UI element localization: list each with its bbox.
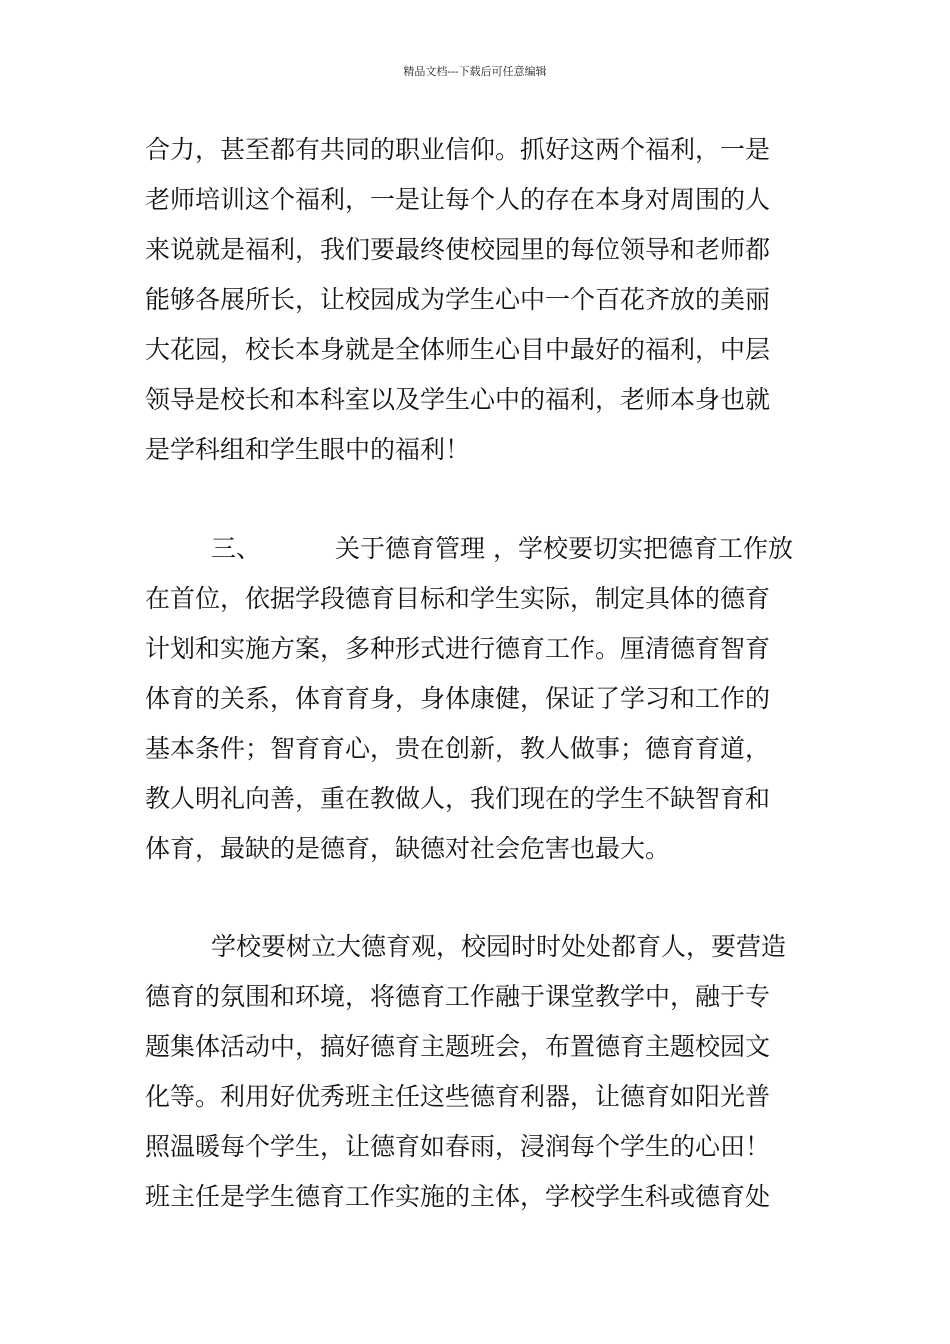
text-line: 班主任是学生德育工作实施的主体，学校学生科或德育处	[145, 1182, 771, 1211]
text-line: 学校要树立大德育观，校园时时处处都育人，要营造	[211, 932, 787, 961]
text-line: 题集体活动中，搞好德育主题班会，布置德育主题校园文	[145, 1032, 771, 1061]
text-line: 德育的氛围和环境，将德育工作融于课堂教学中，融于专	[145, 982, 771, 1011]
text-line: 大花园，校长本身就是全体师生心目中最好的福利，中层	[145, 335, 771, 364]
text-line: 基本条件；智育育心，贵在创新，教人做事；德育育道，	[145, 734, 771, 763]
section-number: 三、	[211, 534, 262, 563]
document-header: 精品文档---下载后可任意编辑	[403, 65, 547, 78]
text-line: 体育的关系，体育育身，身体康健，保证了学习和工作的	[145, 684, 771, 713]
text-line: 合力，甚至都有共同的职业信仰。抓好这两个福利，一是	[145, 135, 771, 164]
text-line: 是学科组和学生眼中的福利！	[145, 435, 471, 464]
text-line: 教人明礼向善，重在教做人，我们现在的学生不缺智育和	[145, 784, 771, 813]
text-line: 领导是校长和本科室以及学生心中的福利，老师本身也就	[145, 385, 771, 414]
text-line: 照温暖每个学生，让德育如春雨，浸润每个学生的心田！	[145, 1132, 771, 1161]
text-line	[211, 524, 793, 574]
text-line: 在首位，依据学段德育目标和学生实际，制定具体的德育	[145, 584, 771, 613]
text-line: 化等。利用好优秀班主任这些德育利器，让德育如阳光普	[145, 1082, 771, 1111]
text-line: 来说就是福利，我们要最终使校园里的每位领导和老师都	[145, 235, 771, 264]
section-heading-text: 关于德育管理 ，学校要切实把德育工作放	[335, 534, 793, 563]
text-line: 体育，最缺的是德育，缺德对社会危害也最大。	[145, 834, 671, 863]
text-line: 老师培训这个福利，一是让每个人的存在本身对周围的人	[145, 185, 771, 214]
text-line: 能够各展所长，让校园成为学生心中一个百花齐放的美丽	[145, 285, 771, 314]
text-line: 计划和实施方案，多种形式进行德育工作。厘清德育智育	[145, 634, 771, 663]
